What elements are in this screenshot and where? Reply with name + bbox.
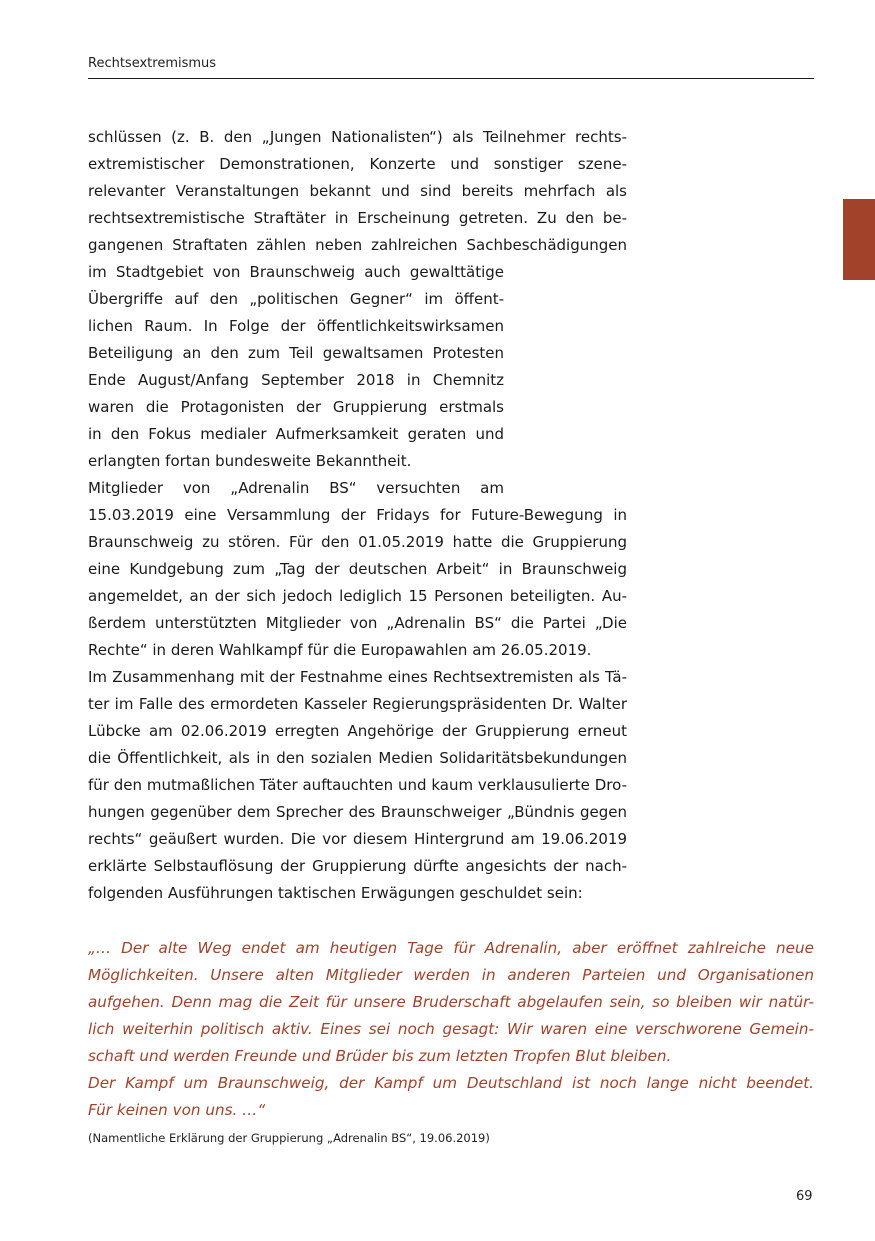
header-divider [88, 78, 814, 79]
body-line: extremistischer Demonstrationen, Konzerte und sonstiger szene- [88, 155, 627, 173]
body-line: 15.03.2019 eine Versammlung der Fridays for Future-Bewegung in [88, 506, 627, 524]
body-line: erklärte Selbstauflösung der Gruppierung dürfte angesichts der nach- [88, 857, 627, 875]
quote-line: aufgehen. Denn mag die Zeit für unsere Bruderschaft abgelaufen sein, so bleiben wir natür- [88, 993, 814, 1011]
body-line: eine Kundgebung zum „Tag der deutschen Arbeit“ in Braunschweig [88, 560, 627, 578]
quote-line: Möglichkeiten. Unsere alten Mitglieder werden in anderen Parteien und Organisationen [88, 966, 814, 984]
body-line: Lübcke am 02.06.2019 erregten Angehörige der Gruppierung erneut [88, 722, 627, 740]
body-line: waren die Protagonisten der Gruppierung erstmals [88, 398, 504, 416]
quote-line: schaft und werden Freunde und Brüder bis zum letzten Tropfen Blut bleiben. [88, 1047, 672, 1065]
body-line: Mitglieder von „Adrenalin BS“ versuchten am [88, 479, 504, 497]
body-line: Braunschweig zu stören. Für den 01.05.2019 hatte die Gruppierung [88, 533, 627, 551]
quote-line: lich weiterhin politisch aktiv. Eines sei noch gesagt: Wir waren eine verschworene Gemein- [88, 1020, 814, 1038]
body-line: folgenden Ausführungen taktischen Erwägungen geschuldet sein: [88, 884, 583, 902]
body-line: angemeldet, an der sich jedoch lediglich 15 Personen beteiligten. Au- [88, 587, 627, 605]
quote-line: Für keinen von uns. …“ [88, 1101, 266, 1119]
body-line: Im Zusammenhang mit der Festnahme eines Rechtsextremisten als Tä- [88, 668, 627, 686]
body-line: rechtsextremistische Straftäter in Erscheinung getreten. Zu den be- [88, 209, 627, 227]
body-line: Übergriffe auf den „politischen Gegner“ im öffent- [88, 290, 504, 308]
body-line: in den Fokus medialer Aufmerksamkeit geraten und [88, 425, 504, 443]
body-line: hungen gegenüber dem Sprecher des Braunschweiger „Bündnis gegen [88, 803, 627, 821]
body-line: ßerdem unterstützten Mitglieder von „Adrenalin BS“ die Partei „Die [88, 614, 627, 632]
body-line: Ende August/Anfang September 2018 in Chemnitz [88, 371, 504, 389]
quote-line: Der Kampf um Braunschweig, der Kampf um Deutschland ist noch lange nicht beendet. [88, 1074, 814, 1092]
body-line: rechts“ geäußert wurden. Die vor diesem Hintergrund am 19.06.2019 [88, 830, 627, 848]
quote-source: (Namentliche Erklärung der Gruppierung „Adrenalin BS“, 19.06.2019) [88, 1131, 490, 1145]
quote-line: „… Der alte Weg endet am heutigen Tage für Adrenalin, aber eröffnet zahlreiche neue [88, 939, 814, 957]
body-line: Beteiligung an den zum Teil gewaltsamen Protesten [88, 344, 504, 362]
running-header-title: Rechtsextremismus [88, 56, 217, 71]
body-line: gangenen Straftaten zählen neben zahlreichen Sachbeschädigungen [88, 236, 627, 254]
body-line: erlangten fortan bundesweite Bekanntheit. [88, 452, 412, 470]
chapter-thumb-tab [843, 199, 875, 280]
body-line: die Öffentlichkeit, als in den sozialen Medien Solidaritätsbekundungen [88, 749, 627, 767]
body-line: schlüssen (z. B. den „Jungen Nationalisten“) als Teilnehmer rechts- [88, 128, 627, 146]
body-line: relevanter Veranstaltungen bekannt und sind bereits mehrfach als [88, 182, 627, 200]
body-line: ter im Falle des ermordeten Kasseler Regierungspräsidenten Dr. Walter [88, 695, 627, 713]
page-number: 69 [796, 1189, 813, 1204]
body-line: lichen Raum. In Folge der öffentlichkeitswirksamen [88, 317, 504, 335]
body-line: für den mutmaßlichen Täter auftauchten und kaum verklausulierte Dro- [88, 776, 627, 794]
body-line: Rechte“ in deren Wahlkampf für die Europawahlen am 26.05.2019. [88, 641, 592, 659]
body-line: im Stadtgebiet von Braunschweig auch gewalttätige [88, 263, 504, 281]
